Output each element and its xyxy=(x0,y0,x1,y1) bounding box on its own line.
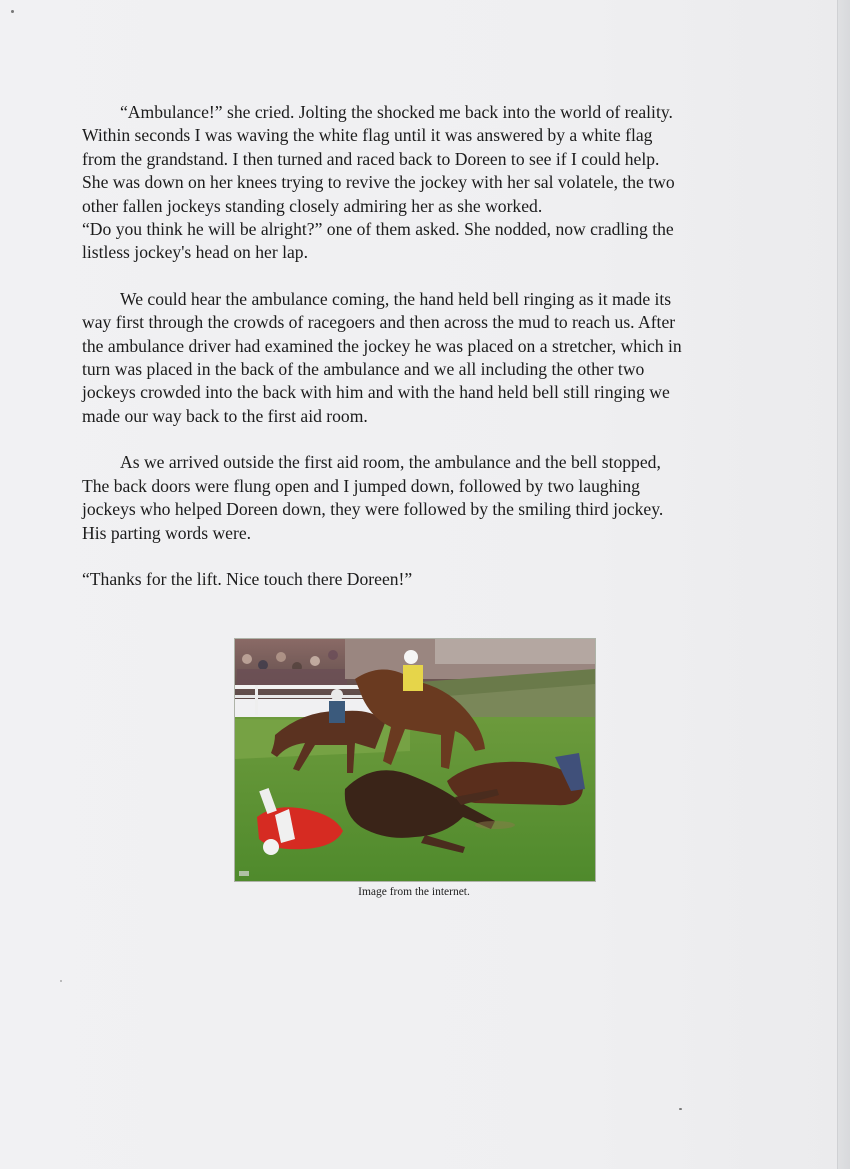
text-line: turn was placed in the back of the ambulance and we all including the other two xyxy=(82,359,645,380)
paragraph-3 xyxy=(82,288,762,428)
horse-racing-fall-photo xyxy=(234,638,596,882)
paragraph-gap xyxy=(82,428,762,451)
text-line: She was down on her knees trying to revive the jockey with her sal volatele, the two xyxy=(82,172,675,193)
paragraph-5 xyxy=(82,568,762,591)
paragraph-gap xyxy=(82,265,762,288)
text-line: We could hear the ambulance coming, the hand held bell ringing as it made its xyxy=(120,288,672,309)
text-line: As we arrived outside the first aid room, the ambulance and the bell stopped, xyxy=(120,452,661,473)
text-line: listless jockey's head on her lap. xyxy=(82,242,308,263)
text-line: other fallen jockeys standing closely admiring her as she worked. xyxy=(82,195,543,216)
story-text xyxy=(82,101,762,591)
paragraph-2 xyxy=(82,218,762,265)
dust-speck xyxy=(679,1108,682,1110)
text-line: “Thanks for the lift. Nice touch there Doreen!” xyxy=(82,568,413,589)
dust-speck xyxy=(60,980,62,982)
paragraph-gap xyxy=(82,545,762,568)
text-line: “Do you think he will be alright?” one of them asked. She nodded, now cradling the xyxy=(82,219,674,240)
text-line: made our way back to the first aid room. xyxy=(82,405,368,426)
text-line: The back doors were flung open and I jumped down, followed by two laughing xyxy=(82,475,640,496)
text-line: from the grandstand. I then turned and raced back to Doreen to see if I could help. xyxy=(82,148,660,169)
text-line: Within seconds I was waving the white flag until it was answered by a white flag xyxy=(82,125,653,146)
text-line: way first through the crowds of racegoers and then across the mud to reach us. After xyxy=(82,312,676,333)
text-line: jockeys crowded into the back with him and with the hand held bell still ringing we xyxy=(82,382,670,403)
paragraph-4 xyxy=(82,451,762,545)
text-line: His parting words were. xyxy=(82,522,252,543)
paper-edge xyxy=(837,0,850,1169)
text-line: the ambulance driver had examined the jockey he was placed on a stretcher, which in xyxy=(82,335,682,356)
paragraph-1 xyxy=(82,101,762,218)
text-line: “Ambulance!” she cried. Jolting the shocked me back into the world of reality. xyxy=(120,102,673,122)
dust-speck xyxy=(11,10,14,13)
text-line: jockeys who helped Doreen down, they were followed by the smiling third jockey. xyxy=(82,499,664,520)
photo-caption: Image from the internet. xyxy=(358,886,470,898)
